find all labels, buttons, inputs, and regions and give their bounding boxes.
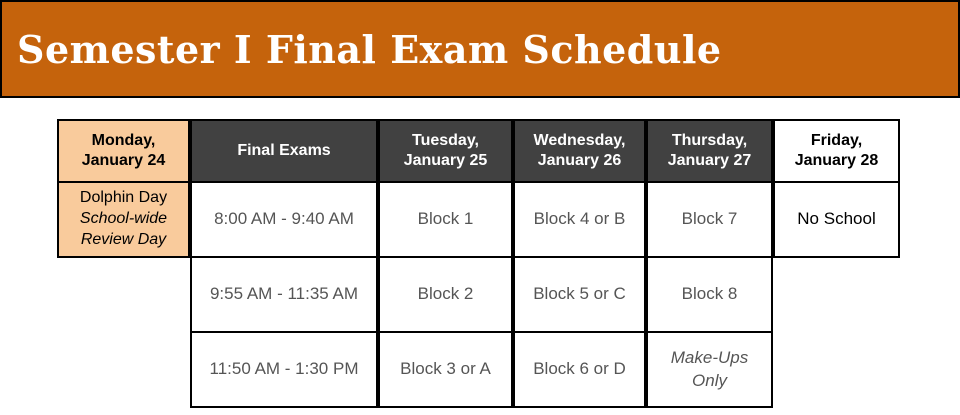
monday-event-title: Dolphin Day (79, 189, 168, 207)
column-thursday (646, 119, 773, 408)
cell-tuesday-slot-2: Block 2 (380, 256, 511, 331)
monday-event-subtitle-2: Review Day (80, 230, 167, 248)
header-friday: Friday, January 28 (775, 121, 898, 181)
cell-monday-event (59, 181, 188, 256)
cell-tuesday-slot-1: Block 1 (380, 181, 511, 256)
title-banner (0, 0, 960, 98)
header-wednesday: Wednesday, January 26 (515, 121, 644, 181)
cell-thursday-slot-3: Make-Ups Only (648, 331, 771, 406)
cell-time-slot-1: 8:00 AM - 9:40 AM (192, 181, 376, 256)
cell-time-slot-3: 11:50 AM - 1:30 PM (192, 331, 376, 406)
cell-tuesday-slot-3: Block 3 or A (380, 331, 511, 406)
column-tuesday (378, 119, 513, 408)
cell-wednesday-slot-3: Block 6 or D (515, 331, 644, 406)
cell-thursday-slot-2: Block 8 (648, 256, 771, 331)
monday-event-subtitle-1: School-wide (79, 210, 168, 228)
header-monday: Monday, January 24 (59, 121, 188, 181)
cell-wednesday-slot-2: Block 5 or C (515, 256, 644, 331)
column-monday (57, 119, 190, 258)
column-wednesday (513, 119, 646, 408)
column-final-exams (190, 119, 378, 408)
cell-wednesday-slot-1: Block 4 or B (515, 181, 644, 256)
cell-friday-no-school: No School (775, 181, 898, 256)
header-final-exams: Final Exams (192, 121, 376, 181)
cell-time-slot-2: 9:55 AM - 11:35 AM (192, 256, 376, 331)
column-friday (773, 119, 900, 258)
cell-thursday-slot-1: Block 7 (648, 181, 771, 256)
header-thursday: Thursday, January 27 (648, 121, 771, 181)
exam-schedule-table (57, 119, 900, 408)
page-title: Semester I Final Exam Schedule (17, 26, 722, 72)
header-tuesday: Tuesday, January 25 (380, 121, 511, 181)
